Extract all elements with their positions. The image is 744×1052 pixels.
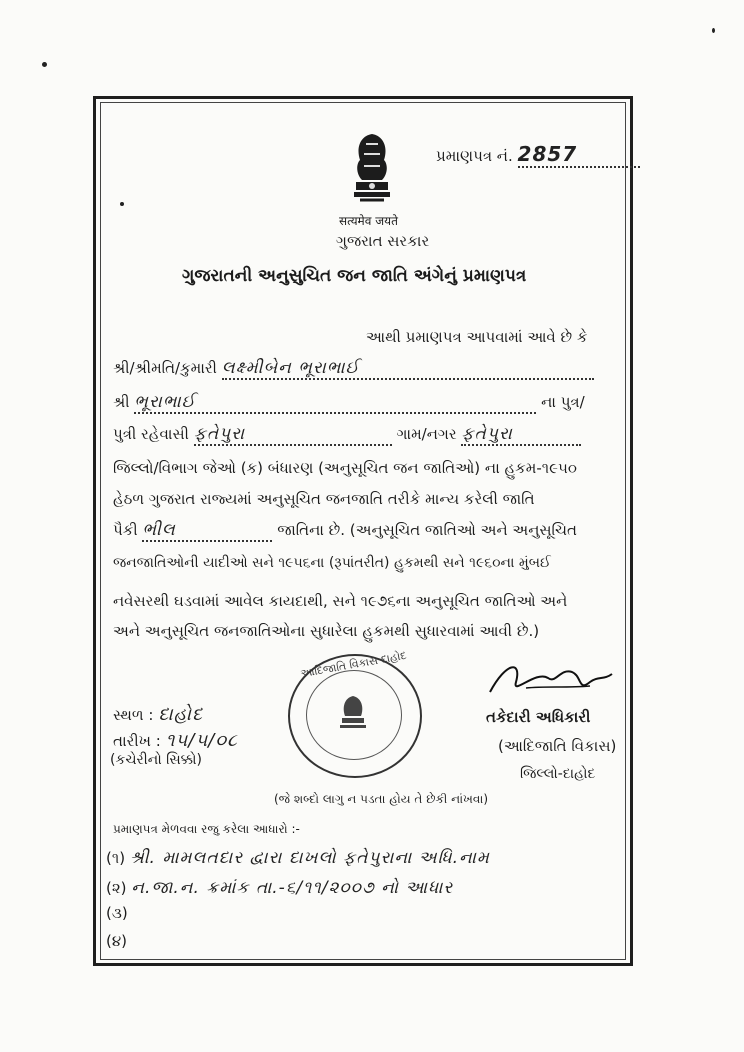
signatory-title: તકેદારી અધિકારી: [486, 708, 591, 726]
seal-emblem-icon: [334, 692, 372, 732]
body-line-9: અને અનુસૂચિત જનજાતિઓના સુધારેલા હુકમથી સુધારવામાં આવી છે.): [113, 622, 540, 640]
seal-ring-text: આદિજાતિ વિકાસ દાહોદ: [299, 648, 408, 681]
certificate-number-label: પ્રમાણપત્ર નં.: [436, 147, 513, 165]
resident-line: [113, 424, 581, 446]
basis-item-number: (૪): [106, 932, 128, 950]
scan-speck: [712, 28, 715, 33]
caste-label: પૈકી: [113, 521, 138, 539]
father-label: શ્રી: [113, 393, 130, 411]
date-line: [113, 730, 238, 751]
certificate-number-value: 2857: [518, 142, 640, 168]
caste-value: ભીલ: [142, 520, 272, 542]
name-value: લક્ષ્મીબેન ભૂરાભાઈ: [222, 358, 594, 380]
certificate-title: ગુજરાતની અનુસુચિત જન જાતિ અંગેનું પ્રમાણપત્ર: [182, 266, 527, 286]
basis-item-number: (૨): [106, 879, 127, 897]
basis-item-text: શ્રી. મામલતદાર દ્વારા દાખલો ફતેપુરાના અધિ.નામ: [129, 848, 490, 868]
father-value: ભૂરાભાઈ: [134, 392, 536, 414]
place-label: સ્થળ :: [113, 706, 154, 724]
village-value: ફતેપુરા: [461, 424, 581, 446]
body-line-7: જનજાતિઓની યાદીઓ સને ૧૯૫૬ના (રૂપાંતરીત) હુકમથી સને ૧૯૬૦ના મુંબઈ: [113, 555, 551, 571]
resident-value: ફતેપુરા: [194, 424, 392, 446]
strike-note: (જે શબ્દો લાગુ ન પડતા હોય તે છેકી નાંખવા): [274, 792, 489, 806]
intro-text: આથી પ્રમાણપત્ર આપવામાં આવે છે કે: [366, 328, 588, 346]
basis-item-1: [106, 848, 490, 868]
officer-signature: [486, 652, 616, 704]
name-label: શ્રી/શ્રીમતિ/કુમારી: [113, 359, 217, 377]
place-line: [113, 704, 203, 725]
basis-item-number: (૧): [106, 849, 126, 867]
name-line: [113, 358, 594, 380]
village-label: ગામ/નગર: [396, 425, 457, 443]
body-line-8: નવેસરથી ઘડવામાં આવેલ કાયદાથી, સને ૧૯૭૬ના અનુસૂચિત જાતિઓ અને: [113, 592, 568, 610]
scan-speck: [120, 202, 124, 206]
basis-heading: પ્રમાણપત્ર મેળવવા રજુ કરેલા આધારો :-: [113, 822, 300, 836]
signatory-department: (આદિજાતિ વિકાસ): [498, 737, 617, 755]
basis-item-number: (૩): [106, 904, 128, 922]
resident-label: પુત્રી રહેવાસી: [113, 425, 189, 443]
ashoka-emblem-icon: [346, 130, 398, 210]
basis-item-4: [106, 932, 127, 950]
father-line: [113, 392, 585, 414]
body-line-4: જિલ્લો/વિભાગ જેઓ (ક) બંધારણ (અનુસૂચિત જન જાતિઓ) ના હુકમ-૧૯૫૦: [113, 459, 577, 477]
office-seal-note: (કચેરીનો સિક્કો): [110, 752, 202, 768]
date-label: તારીખ :: [113, 732, 161, 750]
basis-item-3: [106, 904, 128, 922]
basis-item-text: ન.જા.ન. ક્રમાંક તા.-૬/૧૧/૨૦૦૭ નો આધાર: [131, 878, 454, 898]
body-line-6: જાતિના છે. (અનુસૂચિત જાતિઓ અને અનુસૂચિત: [277, 521, 577, 539]
place-value: દાહોદ: [158, 704, 204, 725]
body-line-5: હેઠળ ગુજરાત રાજ્યમાં અનુસૂચિત જનજાતિ તરીકે માન્ય કરેલી જાતિ: [113, 490, 535, 508]
son-daughter-label: ના પુત્ર/: [541, 393, 585, 411]
emblem-motto: सत्यमेव जयते: [339, 214, 398, 228]
signatory-district: જિલ્લો-દાહોદ: [520, 766, 596, 782]
caste-line: [113, 520, 577, 542]
certificate-number: [436, 142, 640, 168]
basis-item-2: [106, 878, 453, 898]
issuing-government: ગુજરાત સરકાર: [336, 232, 430, 250]
date-value: ૧૫/૫/૦૮: [165, 730, 238, 751]
scan-speck: [42, 62, 47, 67]
